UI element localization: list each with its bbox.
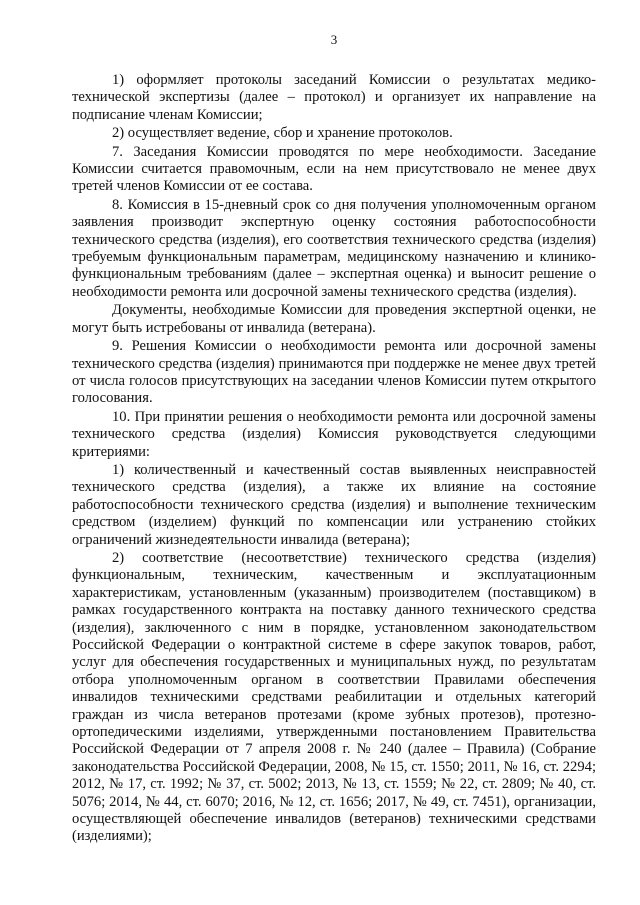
- page-number: 3: [330, 32, 338, 47]
- paragraph-7: 7. Заседания Комиссии проводятся по мере необходимости. Заседание Комиссии считается правомочным, если на нем присутствовало не менее двух третей членов Комиссии от ее состава.: [72, 143, 596, 195]
- paragraph-10-1: 1) количественный и качественный состав выявленных неисправностей технического средства (изделия), а также их влияние на состояние работоспособности технического средства (изделия) и выполнение техническим средством (изделием) функций по компенсации или устранению стойких ограничений жизнедеятельности инвалида (ветерана);: [72, 461, 596, 548]
- paragraph-8-documents: Документы, необходимые Комиссии для проведения экспертной оценки, не могут быть истребованы от инвалида (ветерана).: [72, 302, 596, 336]
- paragraph-6-1: 1) оформляет протоколы заседаний Комиссии о результатах медико-технической экспертизы (далее – протокол) и организует их направление на подписание членам Комиссии;: [72, 72, 596, 123]
- paragraph-10: 10. При принятии решения о необходимости ремонта или досрочной замены технического средства (изделия) Комиссия руководствуется следующими критериями:: [72, 408, 596, 460]
- paragraph-8: 8. Комиссия в 15-дневный срок со дня получения уполномоченным органом заявления производит экспертную оценку состояния работоспособности технического средства (изделия), его соответствия технического средства (изделия) требуемым функциональным параметрам, медицинскому назначению и клинико-функциональным требованиям (далее – экспертная оценка) и выносит решение о необходимости ремонта или досрочной замены технического средства (изделия).: [72, 196, 596, 300]
- paragraph-9: 9. Решения Комиссии о необходимости ремонта или досрочной замены технического средства (изделия) принимаются при поддержке не менее двух третей от числа голосов присутствующих на заседании членов Комиссии путем открытого голосования.: [72, 338, 596, 407]
- paragraph-6-2: 2) осуществляет ведение, сбор и хранение протоколов.: [112, 125, 453, 142]
- paragraph-10-2: 2) соответствие (несоответствие) технического средства (изделия) функциональным, техническим, качественным и эксплуатационным характеристикам, установленным (указанным) производителем (поставщиком) в рамках государственного контракта на поставку данного технического средства (изделия), заключенного с ним в порядке, установленном законодательством Российской Федерации о контрактной системе в сфере закупок товаров, работ, услуг для обеспечения государственных и муниципальных нужд, по результатам отбора уполномоченным органом в соответствии Правилами обеспечения инвалидов техническими средствами реабилитации и отдельных категорий граждан из числа ветеранов протезами (кроме зубных протезов), протезно-ортопедическими изделиями, утвержденными постановлением Правительства Российской Федерации от 7 апреля 2008 г. № 240 (далее – Правила) (Собрание законодательства Российской Федерации, 2008, № 15, ст. 1550; 2011, № 16, ст. 2294; 2012, № 17, ст. 1992; № 37, ст. 5002; 2013, № 13, ст. 1559; № 22, ст. 2809; № 40, ст. 5076; 2014, № 44, ст. 6070; 2016, № 12, ст. 1656; 2017, № 49, ст. 7451), организации, осуществляющей обеспечение инвалидов (ветеранов) техническими средствами (изделиями);: [72, 549, 596, 845]
